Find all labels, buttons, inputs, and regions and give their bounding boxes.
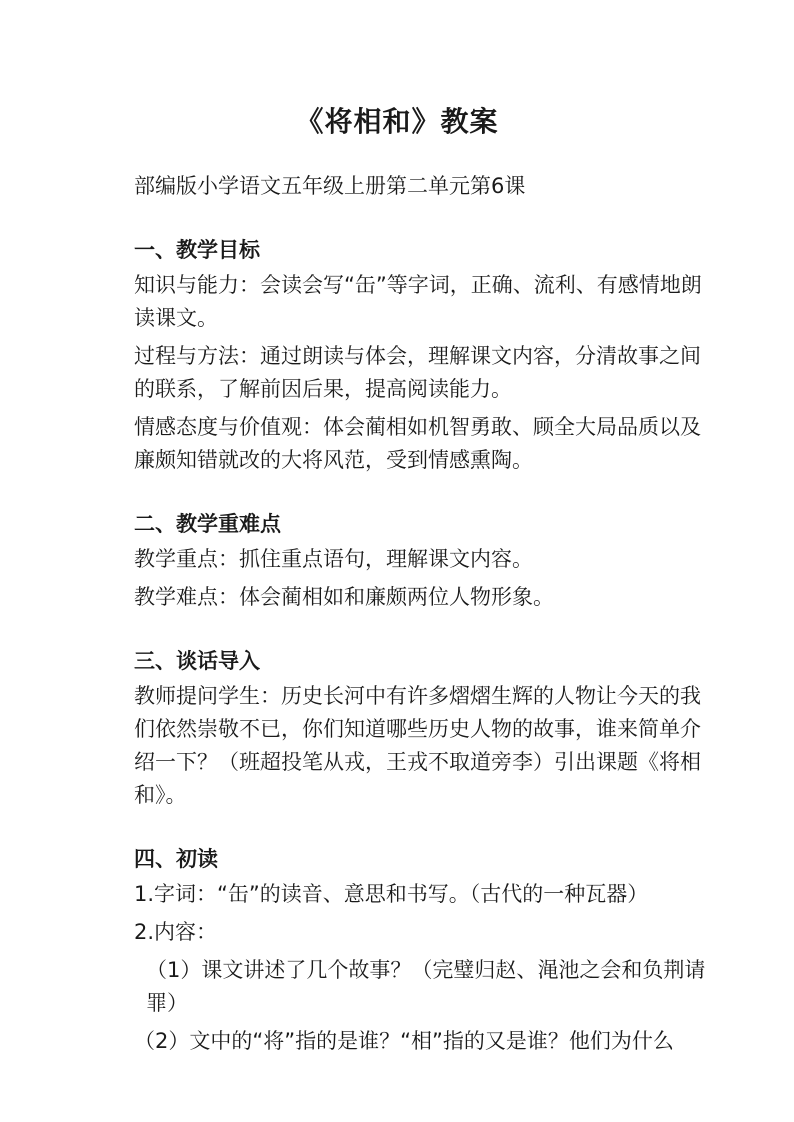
reading-question-2: （2）文中的“将”指的是谁？“相”指的又是谁？他们为什么 — [134, 1029, 674, 1053]
difficult-point: 教学难点：体会蔺相如和廉颇两位人物形象。 — [134, 585, 554, 609]
objective-process: 过程与方法：通过朗读与体会，理解课文内容，分清故事之间的联系，了解前因后果，提高阅读能力。 — [134, 344, 701, 401]
document-body — [134, 170, 714, 1063]
reading-question-1: （1）课文讲述了几个故事？（完璧归赵、渑池之会和负荆请罪） — [146, 958, 706, 1015]
section-heading-first-reading: 四、初读 — [134, 847, 218, 871]
document-subtitle: 部编版小学语文五年级上册第二单元第6课 — [134, 174, 526, 198]
section-heading-key-points: 二、教学重难点 — [134, 512, 281, 536]
section-heading-objectives: 一、教学目标 — [134, 238, 260, 262]
objective-emotion: 情感态度与价值观：体会蔺相如机智勇敢、顾全大局品质以及廉颇知错就改的大将风范，受到情感熏陶。 — [134, 415, 701, 472]
objective-knowledge: 知识与能力：会读会写“缶”等字词，正确、流利、有感情地朗读课文。 — [134, 273, 702, 330]
introduction-text: 教师提问学生：历史长河中有许多熠熠生辉的人物让今天的我们依然崇敬不已，你们知道哪些历史人物的故事，谁来简单介绍一下？（班超投笔从戎，王戎不取道旁李）引出课题《将相和》。 — [134, 684, 701, 807]
reading-vocabulary: 1.字词：“缶”的读音、意思和书写。（古代的一种瓦器） — [134, 882, 649, 906]
document-title: 《将相和》教案 — [295, 105, 499, 138]
key-point: 教学重点：抓住重点语句，理解课文内容。 — [134, 547, 533, 571]
section-heading-introduction: 三、谈话导入 — [134, 649, 260, 673]
reading-content-label: 2.内容： — [134, 920, 218, 944]
